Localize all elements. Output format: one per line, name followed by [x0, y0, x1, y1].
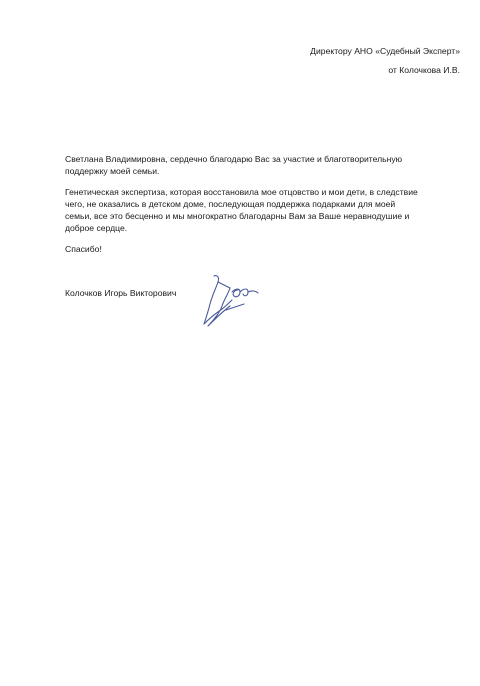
signer-name: Колочков Игорь Викторович [65, 288, 177, 298]
body-paragraph-greeting: Светлана Владимировна, сердечно благодарю Вас за участие и благотворительную поддержку моей семьи. [65, 154, 403, 176]
handwritten-signature [196, 270, 264, 330]
addressee-from-line: от Колочкова И.В. [388, 65, 460, 75]
addressee-to-line: Директору АНО «Судебный Эксперт» [310, 46, 460, 56]
body-paragraph-main: Генетическая экспертиза, которая восстановила мое отцовство и мои дети, в следствие чего, не оказались в детском доме, последующая поддержка подарками для моей семьи, все это бесценно и мы многократно благодарны Вам за Ваше неравнодушие и доброе сердце. [65, 187, 418, 233]
letter-body [65, 153, 420, 264]
addressee-block [310, 42, 460, 80]
body-paragraph-thanks: Спасибо! [65, 244, 102, 254]
